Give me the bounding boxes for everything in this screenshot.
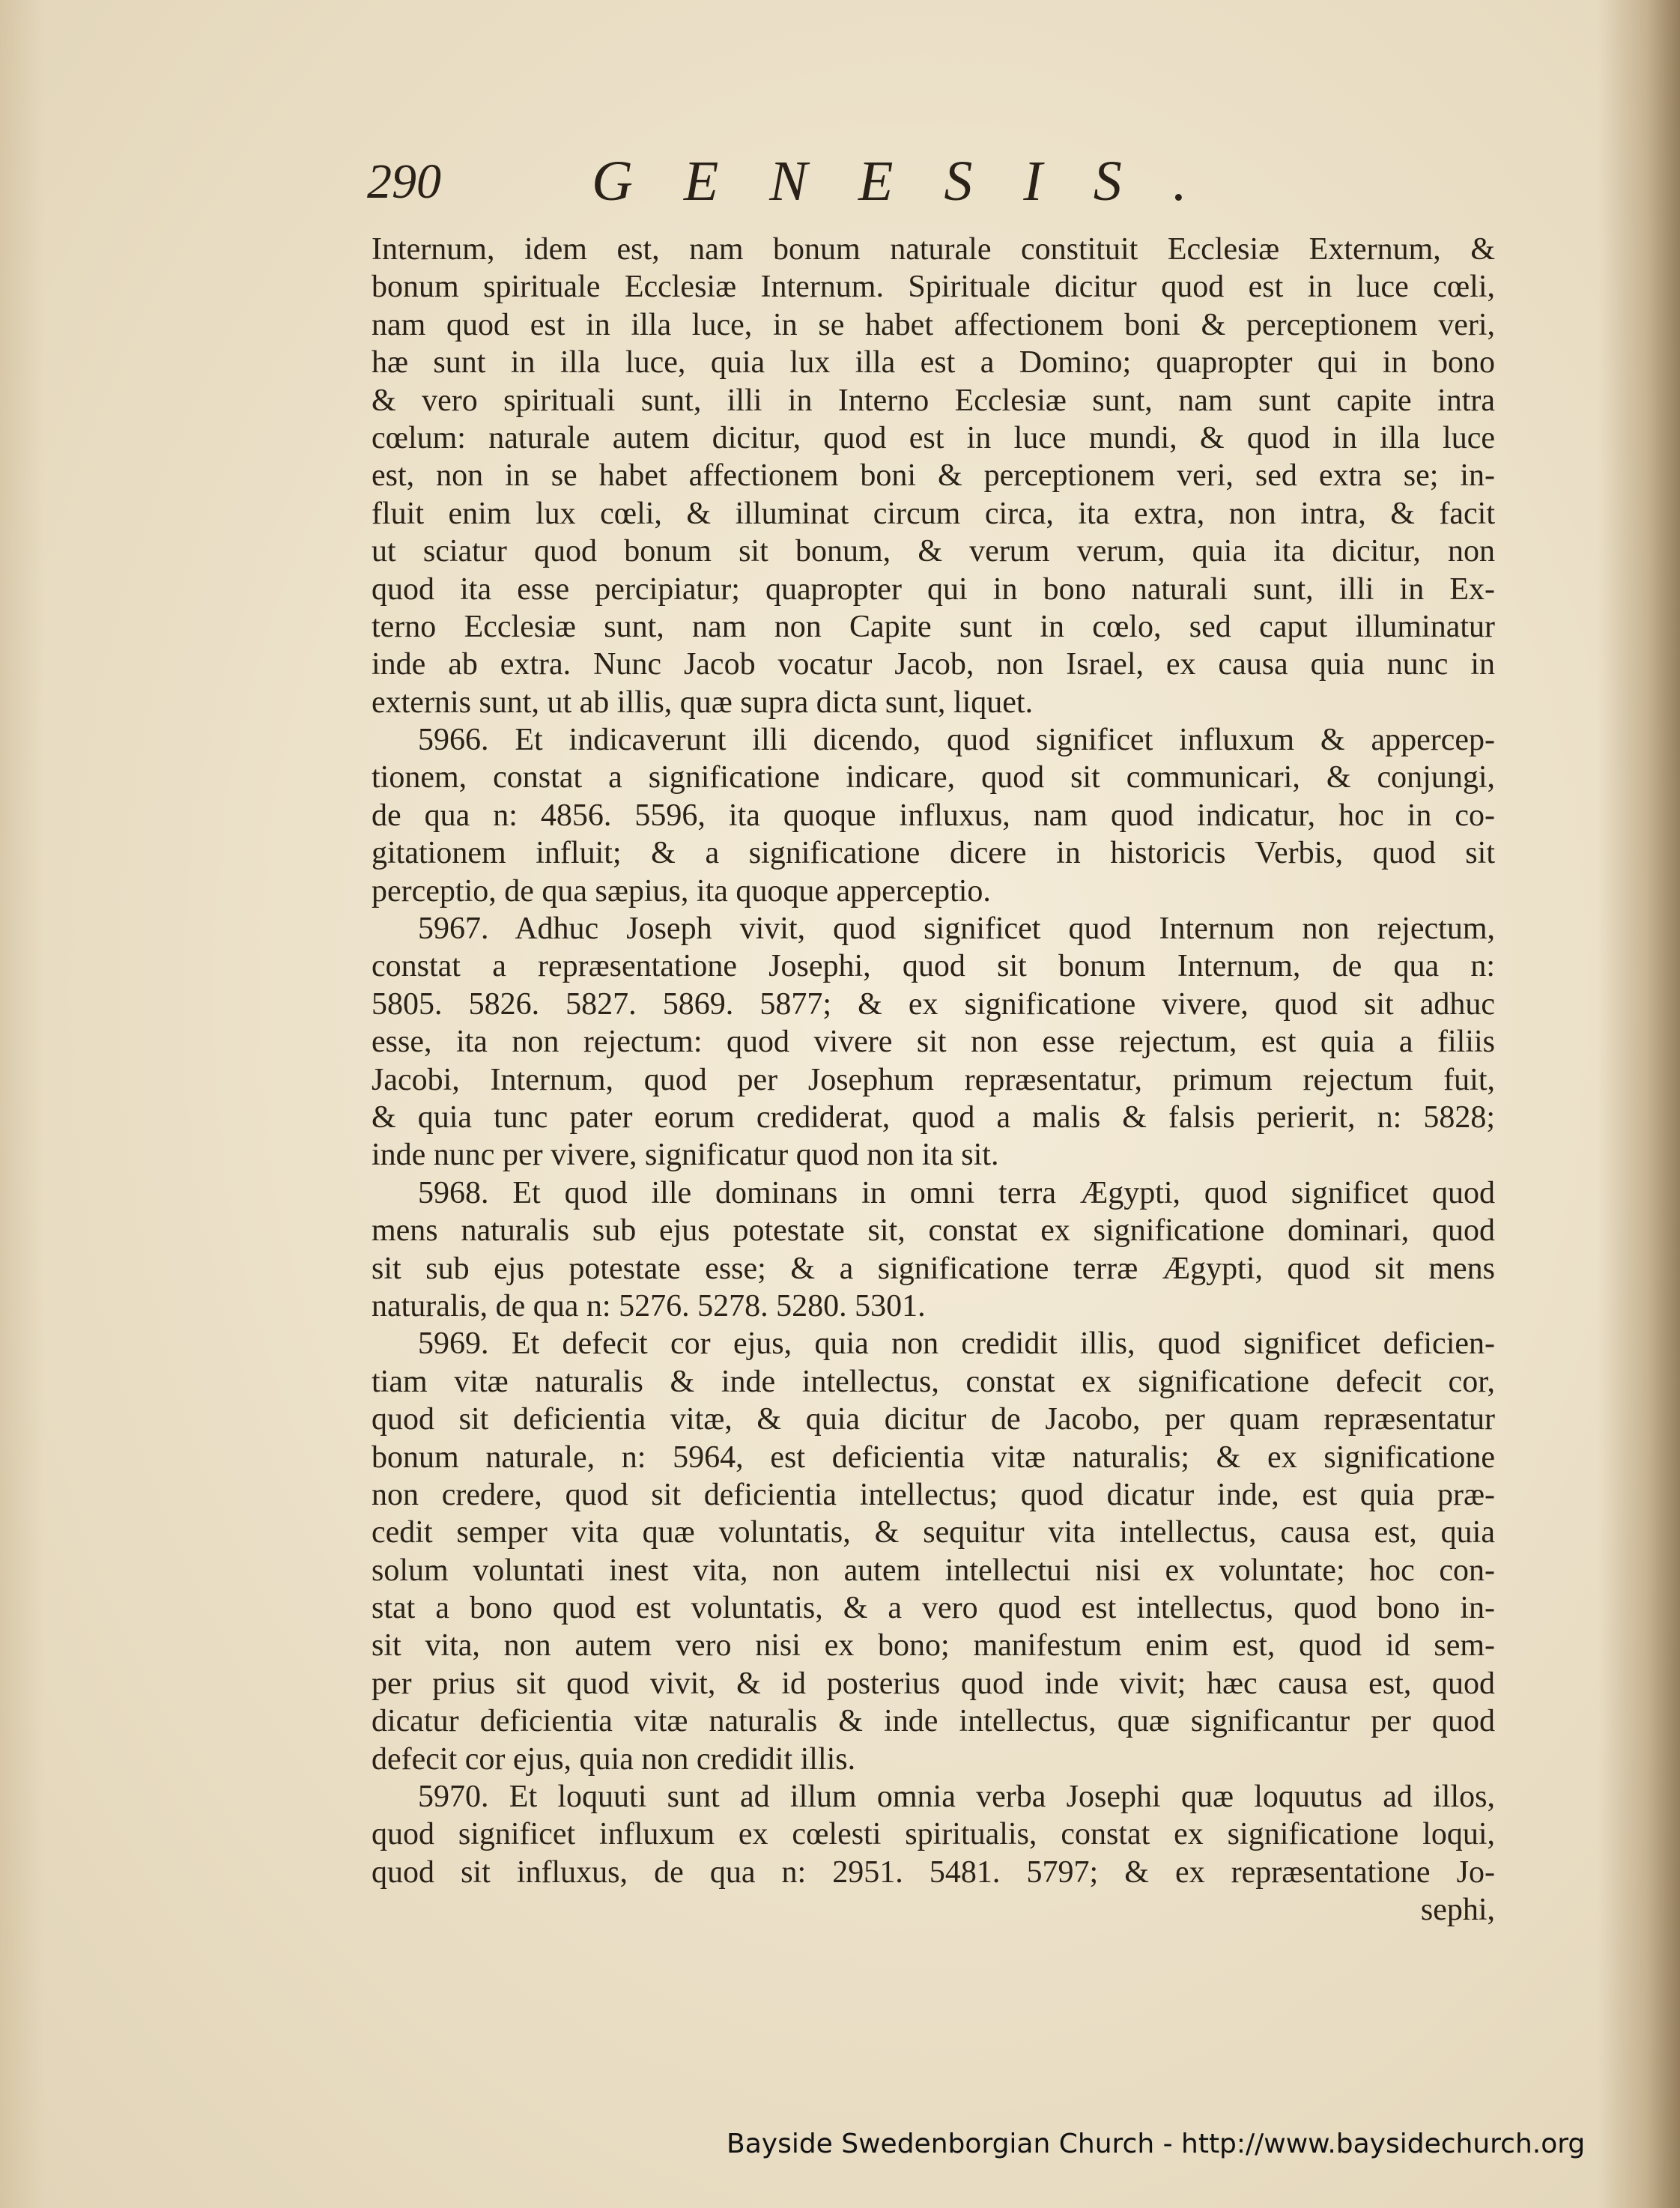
text-line: mens naturalis sub ejus potestate sit, constat ex significatione dominari, quod xyxy=(372,1213,1495,1249)
text-line: cedit semper vita quæ voluntatis, & sequitur vita intellectus, causa est, quia xyxy=(372,1515,1495,1550)
text-line: naturalis, de qua n: 5276. 5278. 5280. 5301. xyxy=(372,1288,926,1323)
text-line: defecit cor ejus, quia non credidit illis. xyxy=(372,1741,856,1777)
text-line: solum voluntati inest vita, non autem intellectui nisi ex voluntate; hoc con- xyxy=(372,1553,1495,1588)
text-line: ut sciatur quod bonum sit bonum, & verum verum, quia ita dicitur, non xyxy=(372,534,1495,569)
page-edge-shadow-left xyxy=(0,0,45,2208)
text-line: stat a bono quod est voluntatis, & a vero quod est intellectus, quod bono in- xyxy=(372,1591,1495,1626)
text-line: sit sub ejus potestate esse; & a significatione terræ Ægypti, quod sit mens xyxy=(372,1251,1495,1286)
text-line: 5966. Et indicaverunt illi dicendo, quod significet influxum & appercep- xyxy=(418,723,1495,758)
text-line: 5968. Et quod ille dominans in omni terra Ægypti, quod significet quod xyxy=(418,1175,1495,1210)
page-header xyxy=(367,150,1491,221)
text-line: perceptio, de qua sæpius, ita quoque apperceptio. xyxy=(372,873,991,909)
text-line: 5970. Et loquuti sunt ad illum omnia verba Josephi quæ loquutus ad illos, xyxy=(418,1780,1495,1815)
text-line: Internum, idem est, nam bonum naturale constituit Ecclesiæ Externum, & xyxy=(372,232,1495,267)
text-line: gitationem influit; & a significatione dicere in historicis Verbis, quod sit xyxy=(372,836,1495,871)
text-line: sephi, xyxy=(1420,1893,1495,1928)
text-line: bonum spirituale Ecclesiæ Internum. Spirituale dicitur quod est in luce cœli, xyxy=(372,270,1495,305)
running-title: GENESIS. xyxy=(592,150,1238,213)
text-line: fluit enim lux cœli, & illuminat circum circa, ita extra, non intra, & facit xyxy=(372,496,1495,531)
text-line: 5805. 5826. 5827. 5869. 5877; & ex significatione vivere, quod sit adhuc xyxy=(372,986,1495,1022)
text-line: constat a repræsentatione Josephi, quod sit bonum Internum, de qua n: xyxy=(372,949,1495,984)
text-line: de qua n: 4856. 5596, ita quoque influxus, nam quod indicatur, hoc in co- xyxy=(372,798,1495,833)
text-line: hæ sunt in illa luce, quia lux illa est a Domino; quapropter qui in bono xyxy=(372,345,1495,380)
text-line: sit vita, non autem vero nisi ex bono; manifestum enim est, quod id sem- xyxy=(372,1628,1495,1663)
text-line: per prius sit quod vivit, & id posterius quod inde vivit; hæc causa est, quod xyxy=(372,1666,1495,1701)
text-line: quod ita esse percipiatur; quapropter qui in bono naturali sunt, illi in Ex- xyxy=(372,571,1495,607)
text-line: quod sit deficientia vitæ, & quia dicitur de Jacobo, per quam repræsentatur xyxy=(372,1402,1495,1437)
text-line: quod significet influxum ex cœlesti spiritualis, constat ex significatione loqui, xyxy=(372,1817,1495,1852)
page-edge-shadow-right xyxy=(1598,0,1680,2208)
text-line: inde ab extra. Nunc Jacob vocatur Jacob, non Israel, ex causa quia nunc in xyxy=(372,647,1495,682)
text-line: 5967. Adhuc Joseph vivit, quod significet quod Internum non rejectum, xyxy=(418,912,1495,947)
text-line: terno Ecclesiæ sunt, nam non Capite sunt in cœlo, sed caput illuminatur xyxy=(372,609,1495,644)
text-line: & vero spirituali sunt, illi in Interno Ecclesiæ sunt, nam sunt capite intra xyxy=(372,383,1495,418)
text-line: nam quod est in illa luce, in se habet affectionem boni & perceptionem veri, xyxy=(372,307,1495,342)
text-line: cœlum: naturale autem dicitur, quod est in luce mundi, & quod in illa luce xyxy=(372,420,1495,455)
text-line: & quia tunc pater eorum crediderat, quod a malis & falsis perierit, n: 5828; xyxy=(372,1100,1495,1135)
text-line: quod sit influxus, de qua n: 2951. 5481. 5797; & ex repræsentatione Jo- xyxy=(372,1854,1495,1890)
text-line: bonum naturale, n: 5964, est deficientia vitæ naturalis; & ex significatione xyxy=(372,1440,1495,1475)
text-line: inde nunc per vivere, significatur quod non ita sit. xyxy=(372,1138,999,1173)
text-line: 5969. Et defecit cor ejus, quia non credidit illis, quod significet deficien- xyxy=(418,1326,1495,1362)
footer-credit: Bayside Swedenborgian Church - http://www.baysidechurch.org xyxy=(727,2129,1586,2159)
text-line: non credere, quod sit deficientia intellectus; quod dicatur inde, est quia præ- xyxy=(372,1477,1495,1512)
body-text xyxy=(372,231,1495,1929)
text-line: externis sunt, ut ab illis, quæ supra dicta sunt, liquet. xyxy=(372,685,1034,720)
text-line: esse, ita non rejectum: quod vivere sit non esse rejectum, est quia a filiis xyxy=(372,1025,1495,1060)
text-line: tiam vitæ naturalis & inde intellectus, constat ex significatione defecit cor, xyxy=(372,1364,1495,1399)
text-line: Jacobi, Internum, quod per Josephum repræsentatur, primum rejectum fuit, xyxy=(372,1062,1495,1097)
text-line: tionem, constat a significatione indicare, quod sit communicari, & conjungi, xyxy=(372,760,1495,795)
text-line: dicatur deficientia vitæ naturalis & inde intellectus, quæ significantur per quod xyxy=(372,1704,1495,1739)
text-line: est, non in se habet affectionem boni & perceptionem veri, sed extra se; in- xyxy=(372,458,1495,494)
page-number: 290 xyxy=(367,154,441,209)
